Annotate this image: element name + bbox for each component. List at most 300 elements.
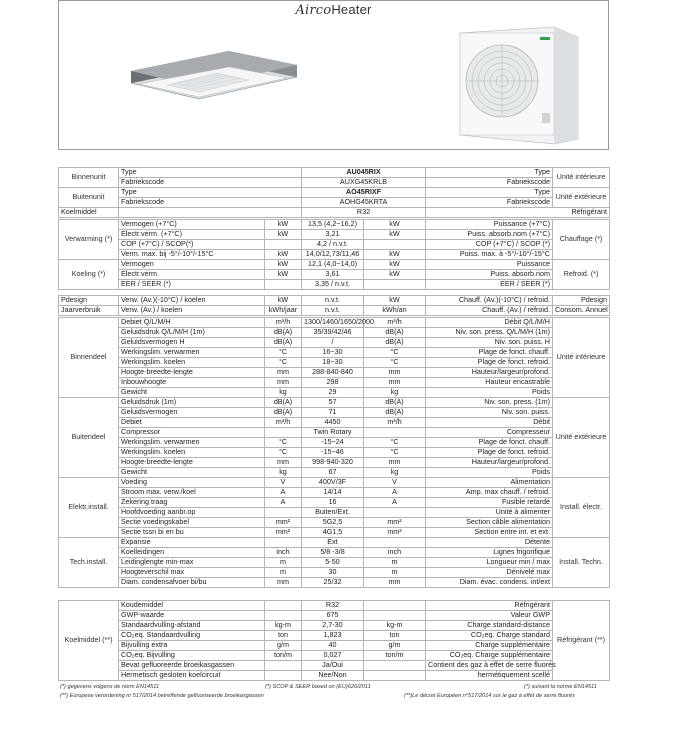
label-fr: Plage de fonct. refroid. — [426, 448, 553, 458]
table-row — [59, 518, 610, 528]
group-label-fr: Refroid. (*) — [553, 260, 610, 290]
unit-fr: mm² — [364, 528, 426, 538]
unit-fr: mm — [364, 368, 426, 378]
unit-fr: kW — [364, 270, 426, 280]
label-fr: Débit Q/L/M/H — [426, 318, 553, 328]
unit-nl — [265, 280, 302, 290]
footnote-scop-seer: (*) SCOP & SEER based on (EU)626/2011 — [265, 684, 371, 690]
label-fr: Unité à alimenter — [426, 508, 553, 518]
value: 2,7-30 — [302, 621, 364, 631]
unit-nl: mm² — [265, 518, 302, 528]
group-label-fr: Réfrigérant (**) — [553, 601, 610, 681]
unit-nl — [265, 508, 302, 518]
brand-logo-part1: Airco — [295, 3, 332, 18]
table-row — [59, 240, 610, 250]
unit-fr: kW — [364, 250, 426, 260]
group-label-nl: Jaarverbruik — [59, 306, 119, 316]
label-nl: Geluidsdruk (1m) — [119, 398, 265, 408]
value: 3,21 — [302, 230, 364, 240]
unit-fr: dB(A) — [364, 398, 426, 408]
unit-fr: A — [364, 488, 426, 498]
table-row — [59, 671, 610, 681]
unit-fr: kW — [364, 220, 426, 230]
table-row — [59, 230, 610, 240]
unit-fr — [364, 428, 426, 438]
table-row — [59, 528, 610, 538]
value: 1300/1460/1650/2000 — [302, 318, 364, 328]
label-nl: Expansie — [119, 538, 265, 548]
table-row — [59, 548, 610, 558]
label-nl: Hermetisch gesloten koelcircuit — [119, 671, 265, 681]
group-label-nl: Koeling (*) — [59, 260, 119, 290]
table-row — [59, 220, 610, 230]
unit-fr: ton/m — [364, 651, 426, 661]
unit-fr: mm — [364, 578, 426, 588]
unit-nl: kWh/jaar — [265, 306, 302, 316]
unit-nl: m — [265, 558, 302, 568]
table-row — [59, 188, 610, 198]
group-label-nl: Buitendeel — [59, 398, 119, 478]
unit-fr: m — [364, 568, 426, 578]
label-fr: Longueur min / max — [426, 558, 553, 568]
value: AU045RIX — [302, 168, 426, 178]
unit-fr: kW — [364, 230, 426, 240]
group-label-fr: Consom. Annuel — [553, 306, 610, 316]
label-nl: Fabriekscode — [119, 198, 302, 208]
value: AOHG45KRTA — [302, 198, 426, 208]
table-row — [59, 458, 610, 468]
table-row — [59, 428, 610, 438]
value: 400V/3F — [302, 478, 364, 488]
table-row — [59, 418, 610, 428]
label-fr: Réfrigérant — [426, 601, 553, 611]
table-row — [59, 631, 610, 641]
unit-fr — [364, 611, 426, 621]
label-fr: Hauteur encastrable — [426, 378, 553, 388]
unit-nl: dB(A) — [265, 328, 302, 338]
value: Buiten/Ext. — [302, 508, 364, 518]
table-row — [59, 488, 610, 498]
unit-nl: ton/m — [265, 651, 302, 661]
table-row — [59, 641, 610, 651]
unit-nl: °C — [265, 448, 302, 458]
table-row — [59, 601, 610, 611]
value: -15~46 — [302, 448, 364, 458]
unit-fr: V — [364, 478, 426, 488]
unit-fr — [364, 240, 426, 250]
label-nl: Inbouwhoogte — [119, 378, 265, 388]
unit-fr: m — [364, 558, 426, 568]
label-fr: COP (+7°C) / SCOP (*) — [426, 240, 553, 250]
value: 29 — [302, 388, 364, 398]
label-nl: Verm. max. bij -5°/-10°/-15°C — [119, 250, 265, 260]
label-nl: Gewicht — [119, 388, 265, 398]
group-label-nl: Tech.install. — [59, 538, 119, 588]
label-fr: Hauteur/largeur/profond. — [426, 368, 553, 378]
unit-nl: inch — [265, 548, 302, 558]
label-nl: Verw. (Av.)(-10°C) / koelen — [119, 296, 265, 306]
label-nl: Standaardvulling-afstand — [119, 621, 265, 631]
group-label-nl: Binnendeel — [59, 318, 119, 398]
label-fr: Fusible retardé — [426, 498, 553, 508]
group-label-fr: Unité intérieure — [553, 168, 610, 188]
value: n.v.t. — [302, 306, 364, 316]
label-nl: EER / SEER (*) — [119, 280, 265, 290]
label-nl: Vermogen — [119, 260, 265, 270]
label-fr: Puiss. absorb.nom — [426, 270, 553, 280]
table-row — [59, 168, 610, 178]
table-row — [59, 661, 610, 671]
value: 14/14 — [302, 488, 364, 498]
label-fr: Puiss. absorb.nom (+7°C) — [426, 230, 553, 240]
label-fr: Puiss. max. à -5°/-10°/-15°C — [426, 250, 553, 260]
label-fr: Réfrigérant — [426, 208, 610, 218]
table-row — [59, 538, 610, 548]
group-label-fr: Unité extérieure — [553, 398, 610, 478]
label-nl: Geluidsvermogen H — [119, 338, 265, 348]
label-nl: Geluidsdruk Q/L/M/H (1m) — [119, 328, 265, 338]
value: 4450 — [302, 418, 364, 428]
unit-nl — [265, 611, 302, 621]
value: 3,35 / n.v.t. — [302, 280, 364, 290]
unit-fr: kWh/an — [364, 306, 426, 316]
group-label-nl: Koelmiddel — [59, 208, 119, 218]
unit-fr: kg — [364, 388, 426, 398]
label-fr: Section câble alimentation — [426, 518, 553, 528]
label-nl — [119, 208, 302, 218]
label-fr: hermétiquement scellé — [426, 671, 553, 681]
table-row — [59, 306, 610, 316]
table-row — [59, 318, 610, 328]
label-fr: Charge supplémentaire — [426, 641, 553, 651]
table-row — [59, 498, 610, 508]
unit-nl: A — [265, 498, 302, 508]
label-fr: Valeur GWP — [426, 611, 553, 621]
label-fr: Détente — [426, 538, 553, 548]
table-row — [59, 578, 610, 588]
table-row — [59, 198, 610, 208]
label-nl: COP (+7°C) / SCOP(*) — [119, 240, 265, 250]
unit-nl: °C — [265, 348, 302, 358]
footnote-en14511-fr: (*) suivant la norme EN14511 — [524, 684, 597, 690]
table-row — [59, 408, 610, 418]
table-row — [59, 468, 610, 478]
label-fr: CO₂eq. Charge standard — [426, 631, 553, 641]
unit-nl: mm — [265, 368, 302, 378]
table-row — [59, 568, 610, 578]
value: 18~30 — [302, 358, 364, 368]
value: 35/39/42/46 — [302, 328, 364, 338]
value: 40 — [302, 641, 364, 651]
label-fr: Chauff. (Av.)(-10°C) / refroid. — [426, 296, 553, 306]
unit-fr: kg-m — [364, 621, 426, 631]
label-nl: Stroom max. verw./koel — [119, 488, 265, 498]
value: 12,1 (4,0~14,0) — [302, 260, 364, 270]
unit-nl: m³/h — [265, 318, 302, 328]
label-nl: Voeding — [119, 478, 265, 488]
label-fr: Puissance — [426, 260, 553, 270]
table-row — [59, 398, 610, 408]
unit-fr: m³/h — [364, 418, 426, 428]
unit-nl — [265, 671, 302, 681]
label-fr: Hauteur/largeur/profond. — [426, 458, 553, 468]
label-fr: Fabriekscode — [426, 178, 553, 188]
label-nl: Bijvulling extra — [119, 641, 265, 651]
unit-fr: °C — [364, 438, 426, 448]
unit-nl: A — [265, 488, 302, 498]
unit-nl — [265, 661, 302, 671]
unit-fr: kW — [364, 260, 426, 270]
value: 14,0/12,73/11,46 — [302, 250, 364, 260]
label-fr: Alimentation — [426, 478, 553, 488]
label-nl: Sectie tssn bi en bu — [119, 528, 265, 538]
value: 0,027 — [302, 651, 364, 661]
unit-fr: ton — [364, 631, 426, 641]
outdoor-unit-image — [454, 23, 584, 145]
unit-fr: kg — [364, 468, 426, 478]
label-fr: Débit — [426, 418, 553, 428]
group-label-fr: Install. électr. — [553, 478, 610, 538]
label-fr: Type — [426, 188, 553, 198]
label-fr: Plage de fonct. refroid. — [426, 358, 553, 368]
value: n.v.t. — [302, 296, 364, 306]
table-row — [59, 478, 610, 488]
value: -15~24 — [302, 438, 364, 448]
label-fr: Niv. son. puiss. — [426, 408, 553, 418]
value: Nee/Non — [302, 671, 364, 681]
brand-logo-part2: Heater — [331, 2, 372, 17]
group-label-fr: Install. Techn. — [553, 538, 610, 588]
unit-nl: ton — [265, 631, 302, 641]
value: AUXG45KRLB — [302, 178, 426, 188]
label-fr: Plage de fonct. chauff. — [426, 348, 553, 358]
value: 1,823 — [302, 631, 364, 641]
label-fr: Type — [426, 168, 553, 178]
unit-nl: dB(A) — [265, 398, 302, 408]
value: 298 — [302, 378, 364, 388]
label-fr: Contient des gaz à effet de serre fluorés — [426, 661, 553, 671]
label-nl: Hoogteverschil max — [119, 568, 265, 578]
label-fr: Poids — [426, 388, 553, 398]
label-nl: Type — [119, 188, 302, 198]
table-row — [59, 208, 610, 218]
label-nl: Hoogte-breedte-lengte — [119, 368, 265, 378]
brand-logo — [59, 2, 608, 18]
unit-fr: kW — [364, 296, 426, 306]
unit-nl: mm — [265, 458, 302, 468]
value: 675 — [302, 611, 364, 621]
unit-nl — [265, 538, 302, 548]
label-nl: Electr.verm. (+7°C) — [119, 230, 265, 240]
group-label-nl: Binnenunit — [59, 168, 119, 188]
unit-fr: A — [364, 498, 426, 508]
unit-nl: m³/h — [265, 418, 302, 428]
label-fr: Dénivelé max — [426, 568, 553, 578]
group-label-nl: Verwarming (*) — [59, 220, 119, 260]
unit-fr: dB(A) — [364, 328, 426, 338]
label-nl: Zekering traag — [119, 498, 265, 508]
value: 4,2 / n.v.t. — [302, 240, 364, 250]
unit-fr: mm — [364, 378, 426, 388]
table-row — [59, 348, 610, 358]
unit-fr: °C — [364, 358, 426, 368]
table-row — [59, 651, 610, 661]
unit-fr — [364, 538, 426, 548]
value: 5-50 — [302, 558, 364, 568]
table-row — [59, 611, 610, 621]
label-nl: Debiet — [119, 418, 265, 428]
technical-data-table — [58, 317, 610, 588]
table-row — [59, 250, 610, 260]
value: Ext — [302, 538, 364, 548]
table-row — [59, 328, 610, 338]
label-nl: CO₂eq. Bijvulling — [119, 651, 265, 661]
label-nl: Werkingslim. koelen — [119, 358, 265, 368]
value: 67 — [302, 468, 364, 478]
unit-nl: kW — [265, 220, 302, 230]
value: AO45RIXF — [302, 188, 426, 198]
label-fr: Puissance (+7°C) — [426, 220, 553, 230]
unit-fr: °C — [364, 348, 426, 358]
unit-nl: kW — [265, 270, 302, 280]
unit-nl: mm² — [265, 528, 302, 538]
unit-nl: kW — [265, 250, 302, 260]
value: 57 — [302, 398, 364, 408]
design-consumption-table — [58, 295, 610, 316]
value: 25/32 — [302, 578, 364, 588]
value: R32 — [302, 208, 426, 218]
value: 16 — [302, 498, 364, 508]
table-row — [59, 260, 610, 270]
table-row — [59, 558, 610, 568]
unit-nl: kW — [265, 230, 302, 240]
unit-fr — [364, 508, 426, 518]
unit-fr — [364, 601, 426, 611]
label-fr: Compresseur — [426, 428, 553, 438]
label-fr: Charge standard-distance — [426, 621, 553, 631]
label-nl: Diam. condensafvoer bi/bu — [119, 578, 265, 588]
label-nl: Sectie voedingskabel — [119, 518, 265, 528]
unit-nl: mm — [265, 578, 302, 588]
label-fr: Plage de fonct. chauff. — [426, 438, 553, 448]
value: Twin Rotary — [302, 428, 364, 438]
label-fr: EER / SEER (*) — [426, 280, 553, 290]
value: 13,5 (4,2~16,2) — [302, 220, 364, 230]
unit-fr: inch — [364, 548, 426, 558]
unit-nl: mm — [265, 378, 302, 388]
table-row — [59, 508, 610, 518]
value: 30 — [302, 568, 364, 578]
label-nl: Hoogte-breedte-lengte — [119, 458, 265, 468]
label-nl: Gewicht — [119, 468, 265, 478]
group-label-fr: Chauffage (*) — [553, 220, 610, 260]
label-nl: Compressor — [119, 428, 265, 438]
product-header — [58, 0, 609, 150]
unit-fr: m³/h — [364, 318, 426, 328]
unit-fr — [364, 661, 426, 671]
table-row — [59, 358, 610, 368]
label-fr: Fabriekscode — [426, 198, 553, 208]
label-nl: Electr.verm. — [119, 270, 265, 280]
label-fr: Chauff. (Av.) / refroid. — [426, 306, 553, 316]
unit-fr: °C — [364, 448, 426, 458]
unit-nl: kW — [265, 260, 302, 270]
value: 288-840-840 — [302, 368, 364, 378]
value: Ja/Oui — [302, 661, 364, 671]
label-nl: Type — [119, 168, 302, 178]
label-nl: Werkingslim. verwarmen — [119, 438, 265, 448]
unit-nl: °C — [265, 438, 302, 448]
unit-nl: kg — [265, 388, 302, 398]
group-label-nl: Pdesign — [59, 296, 119, 306]
table-row — [59, 448, 610, 458]
unit-nl: dB(A) — [265, 338, 302, 348]
label-fr: Niv. son. puiss. H — [426, 338, 553, 348]
value: / — [302, 338, 364, 348]
unit-nl: kg-m — [265, 621, 302, 631]
label-nl: Geluidsvermogen — [119, 408, 265, 418]
value: R32 — [302, 601, 364, 611]
value: 5/8 -3/8 — [302, 548, 364, 558]
unit-fr — [364, 671, 426, 681]
table-row — [59, 438, 610, 448]
label-nl: Werkingslim. koelen — [119, 448, 265, 458]
table-row — [59, 338, 610, 348]
group-label-nl: Buitenunit — [59, 188, 119, 208]
label-fr: Niv. son. press. (1m) — [426, 398, 553, 408]
unit-nl — [265, 240, 302, 250]
group-label-nl: Elektr.install. — [59, 478, 119, 538]
label-nl: CO₂eq. Standaardvulling — [119, 631, 265, 641]
table-row — [59, 270, 610, 280]
label-nl: GWP-waarde — [119, 611, 265, 621]
group-label-fr: Unité extérieure — [553, 188, 610, 208]
label-nl: Debiet Q/L/M/H — [119, 318, 265, 328]
label-nl: Koelleidingen — [119, 548, 265, 558]
label-fr: Amp. max chauff. / refroid. — [426, 488, 553, 498]
table-row — [59, 388, 610, 398]
label-nl: Werkingslim. verwarmen — [119, 348, 265, 358]
group-label-fr: Pdesign — [553, 296, 610, 306]
value: 4G1,5 — [302, 528, 364, 538]
table-row — [59, 178, 610, 188]
unit-nl — [265, 428, 302, 438]
value: 3,61 — [302, 270, 364, 280]
footnote-en14511-nl: (*) gegevens volgens de norm EN14511 — [60, 684, 160, 690]
label-fr: Poids — [426, 468, 553, 478]
label-nl: Verw. (Av.) / koelen — [119, 306, 265, 316]
unit-fr: mm² — [364, 518, 426, 528]
unit-fr — [364, 280, 426, 290]
table-row — [59, 368, 610, 378]
footnote-eu-regulation-nl: (**) Europese verordening nr 517/2014 betreffende gefluoriseerde broeikasgassen — [60, 693, 264, 699]
unit-nl: V — [265, 478, 302, 488]
value: 71 — [302, 408, 364, 418]
unit-nl — [265, 601, 302, 611]
unit-nl: m — [265, 568, 302, 578]
label-fr: CO₂eq. Charge supplémentaire — [426, 651, 553, 661]
label-nl: Bevat gefluoreerde broeikasgassen — [119, 661, 265, 671]
table-row — [59, 378, 610, 388]
value: 16~30 — [302, 348, 364, 358]
table-row — [59, 621, 610, 631]
table-row — [59, 296, 610, 306]
performance-table — [58, 219, 610, 290]
value: 5G2,5 — [302, 518, 364, 528]
unit-nl: kW — [265, 296, 302, 306]
group-label-nl: Koelmiddel (**) — [59, 601, 119, 681]
label-fr: Section entre int. et ext. — [426, 528, 553, 538]
